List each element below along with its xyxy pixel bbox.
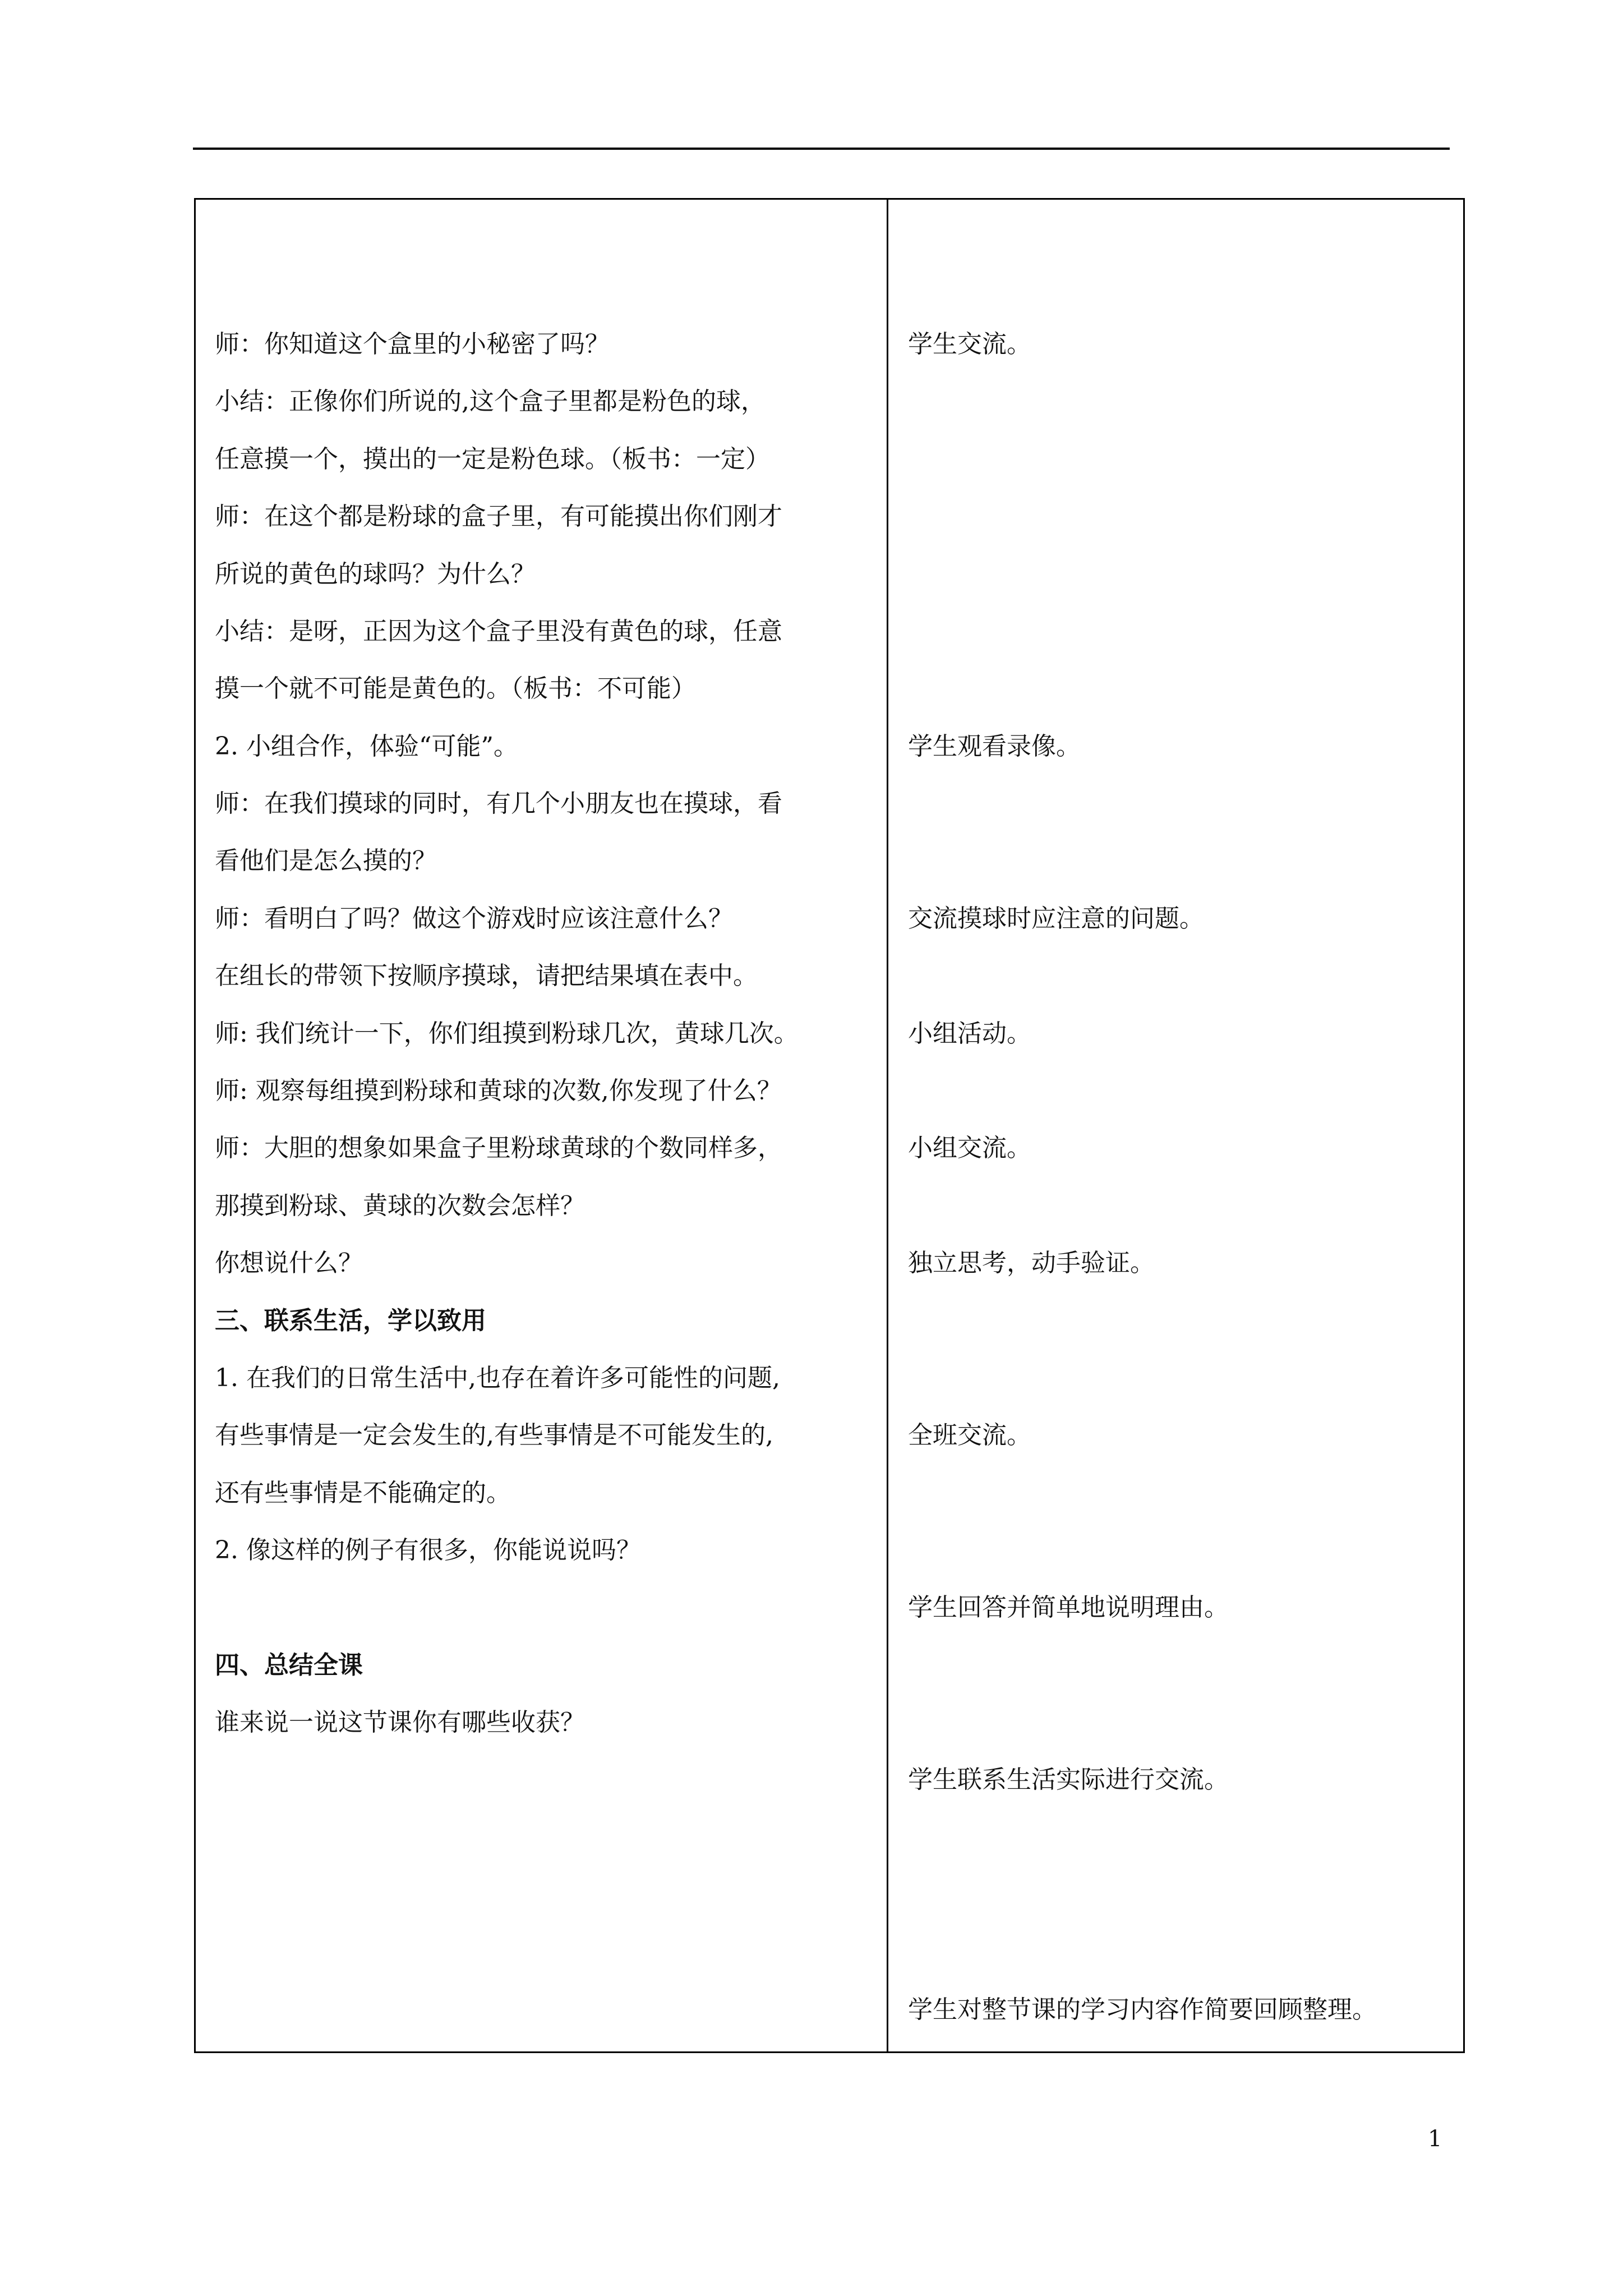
page-number: 1 [1428,2126,1442,2152]
right-line: 小组活动。 [908,1019,1031,1048]
left-line: 2. 小组合作，体验“可能”。 [215,732,518,761]
right-line: 学生回答并简单地说明理由。 [908,1593,1229,1622]
right-line: 学生对整节课的学习内容作简要回顾整理。 [908,1995,1377,2024]
section-heading: 四、总结全课 [215,1651,363,1680]
right-line: 学生联系生活实际进行交流。 [908,1765,1229,1794]
left-line: 还有些事情是不能确定的。 [215,1479,511,1507]
column-divider [887,200,888,2051]
left-line: 师：大胆的想象如果盒子里粉球黄球的个数同样多， [215,1134,782,1162]
left-line: 有些事情是一定会发生的,有些事情是不可能发生的, [215,1421,773,1450]
left-line: 你想说什么？ [215,1249,363,1277]
left-line: 任意摸一个，摸出的一定是粉色球。（板书：一定） [215,445,770,473]
left-line: 师：你知道这个盒里的小秘密了吗？ [215,330,610,358]
left-line: 所说的黄色的球吗？为什么？ [215,560,536,588]
right-line: 交流摸球时应注意的问题。 [908,904,1204,933]
section-heading: 三、联系生活，学以致用 [215,1306,486,1335]
left-line: 看他们是怎么摸的？ [215,846,437,875]
right-line: 小组交流。 [908,1134,1031,1162]
left-line: 在组长的带领下按顺序摸球，请把结果填在表中。 [215,961,758,990]
left-line: 2. 像这样的例子有很多，你能说说吗？ [215,1536,641,1565]
left-line: 师：看明白了吗？做这个游戏时应该注意什么？ [215,904,733,933]
right-line: 独立思考，动手验证。 [908,1249,1155,1277]
lesson-table [194,198,1465,2053]
left-line: 那摸到粉球、黄球的次数会怎样？ [215,1191,585,1220]
left-line: 小结：正像你们所说的,这个盒子里都是粉色的球， [215,387,766,416]
left-line: 师: 观察每组摸到粉球和黄球的次数,你发现了什么？ [215,1076,782,1105]
right-line: 全班交流。 [908,1421,1031,1450]
left-line: 小结：是呀，正因为这个盒子里没有黄色的球，任意 [215,617,782,646]
right-line: 学生交流。 [908,330,1031,358]
right-line: 学生观看录像。 [908,732,1081,761]
left-line: 师：在我们摸球的同时，有几个小朋友也在摸球，看 [215,789,782,818]
header-rule [193,148,1450,150]
left-line: 师: 我们统计一下，你们组摸到粉球几次，黄球几次。 [215,1019,799,1048]
left-line: 师：在这个都是粉球的盒子里，有可能摸出你们刚才 [215,502,782,531]
left-line: 谁来说一说这节课你有哪些收获？ [215,1708,585,1737]
left-line: 1. 在我们的日常生活中,也存在着许多可能性的问题, [215,1364,780,1392]
left-line: 摸一个就不可能是黄色的。（板书：不可能） [215,674,696,703]
